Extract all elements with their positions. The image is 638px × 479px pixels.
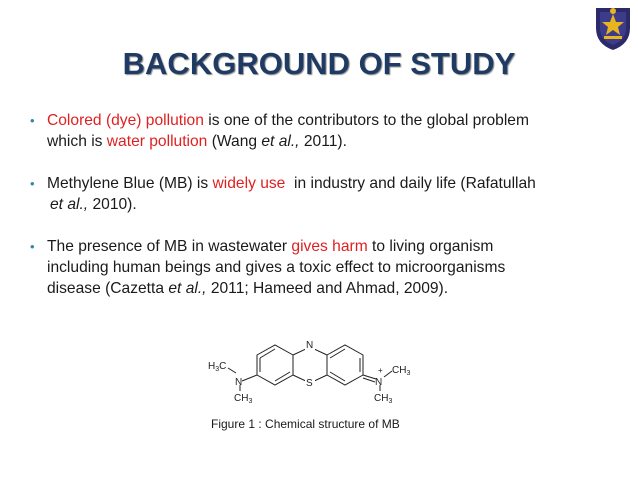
body-text: (Wang xyxy=(207,133,262,150)
bullet-2-line-2 xyxy=(47,194,628,215)
bullet-1-line-1 xyxy=(47,110,628,131)
atom-s: S xyxy=(306,378,313,389)
atom-ch3-left: $CH_3$ xyxy=(234,393,253,405)
figure-caption: Figure 1 : Chemical structure of MB xyxy=(211,417,400,431)
body-text: which is xyxy=(47,133,107,150)
body-text: disease (Cazetta xyxy=(47,280,169,297)
atom-h3c: $H_3C$ xyxy=(208,361,227,373)
body-text: to living organism xyxy=(367,238,494,255)
atom-n-right: N xyxy=(375,377,383,388)
body-text: is one of the contributors to the global problem xyxy=(203,112,529,129)
bullet-2-line-1 xyxy=(47,173,628,194)
body-text: 2011). xyxy=(299,133,347,150)
university-crest-icon xyxy=(590,2,636,52)
bullet-item-3 xyxy=(28,236,628,299)
bullet-dot-icon: • xyxy=(30,113,35,128)
bullet-item-2 xyxy=(28,173,628,215)
body-text: 2011; Hameed and Ahmad, 2009). xyxy=(206,280,449,297)
citation-italic: et al., xyxy=(50,196,89,213)
methylene-blue-structure xyxy=(200,335,430,405)
bullet-3-line-3 xyxy=(47,278,628,299)
body-text: 2010). xyxy=(88,196,137,213)
citation-italic: et al., xyxy=(261,133,300,150)
highlight-text: widely use xyxy=(212,175,286,192)
charge-plus: + xyxy=(378,366,383,375)
bullet-list xyxy=(28,110,628,320)
bullet-3-line-1 xyxy=(47,236,628,257)
atom-ch3-right-top: $CH_3$ xyxy=(392,365,411,377)
body-text: in industry and daily life (Rafatullah xyxy=(285,175,536,192)
highlight-text: water pollution xyxy=(106,133,208,150)
citation-italic: et al., xyxy=(168,280,207,297)
bullet-item-1 xyxy=(28,110,628,152)
bullet-dot-icon: • xyxy=(30,239,35,254)
slide-title: BACKGROUND OF STUDY xyxy=(122,46,516,81)
bullet-3-line-2: including human beings and gives a toxic effect to microorganisms xyxy=(47,259,506,276)
body-text: The presence of MB in wastewater xyxy=(47,238,292,255)
highlight-text: gives harm xyxy=(291,238,368,255)
body-text: Methylene Blue (MB) is xyxy=(47,175,213,192)
bullet-dot-icon: • xyxy=(30,176,35,191)
atom-ch3-right-bottom: $CH_3$ xyxy=(374,393,393,405)
highlight-text: Colored (dye) pollution xyxy=(47,112,204,129)
atom-n-top: N xyxy=(306,340,314,351)
atom-n-left: N xyxy=(235,377,243,388)
bullet-1-line-2 xyxy=(47,131,628,152)
